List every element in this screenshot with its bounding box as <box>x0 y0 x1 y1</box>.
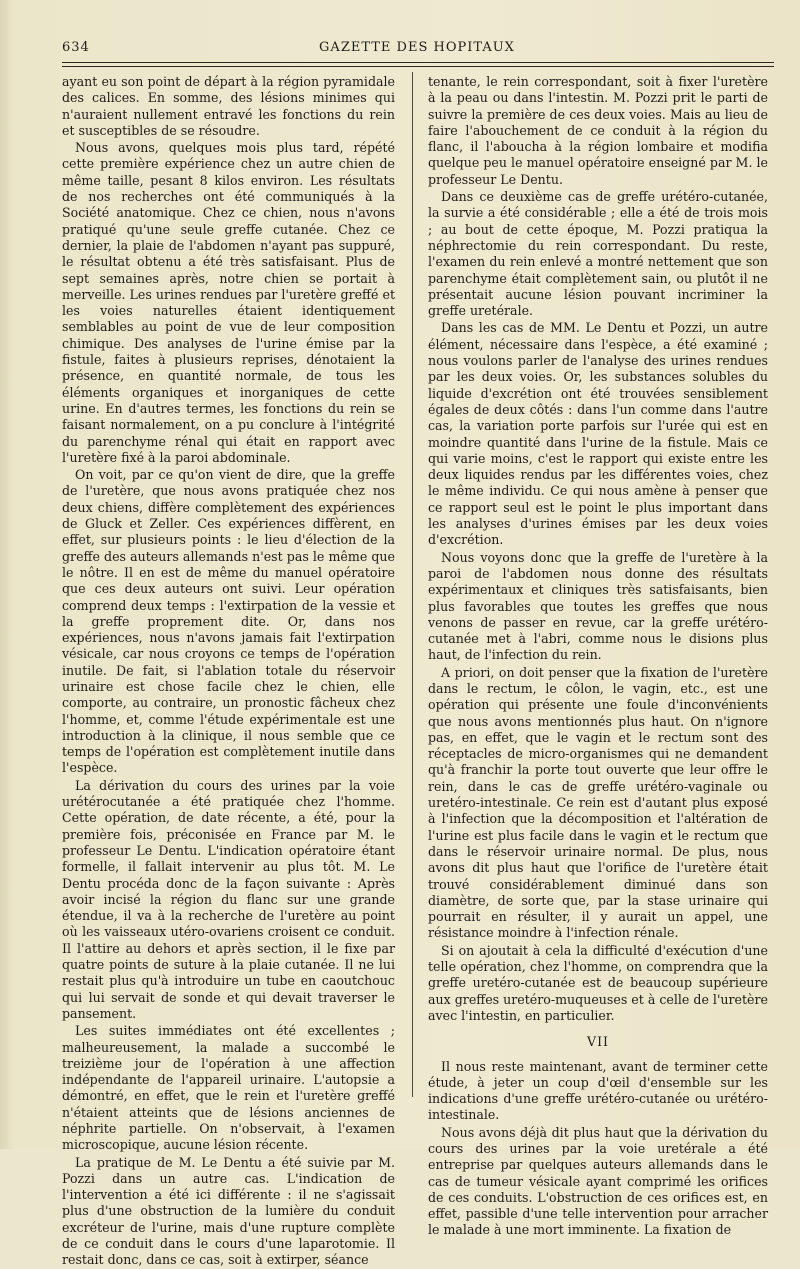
paragraph: Dans les cas de MM. Le Dentu et Pozzi, un autre élément, nécessaire dans l'espèce, a été examiné ; nous voulons parler de l'analyse des urines rendues par les deux voies. Or, les substances solubles du liquide d'excrétion ont été trouvées sensiblement égales de deux côtés : dans l'un comme dans l'autre cas, la variation porte parfois sur l'urée qui est en moindre quantité dans l'urine de la fistule. Mais ce qui varie moins, c'est le rapport qui existe entre les deux liquides rendus par les différentes voies, chez le même individu. Ce qui nous amène à penser que ce rapport seul est le point le plus important dans les analyses d'urines émises par les deux voies d'excrétion. <box>428 320 768 548</box>
paragraph: Nous voyons donc que la greffe de l'uretère à la paroi de l'abdomen nous donne des résultats expérimentaux et cliniques très satisfaisants, bien plus favorables que toutes les greffes que nous venons de passer en revue, car la greffe urétéro-cutanée met à l'abri, comme nous le disions plus haut, de l'infection du rein. <box>428 549 768 663</box>
paragraph: Nous avons, quelques mois plus tard, répété cette première expérience chez un autre chien de même taille, pesant 8 kilos environ. Les résultats de nos recherches ont été communiqués à la Société anatomique. Chez ce chien, nous n'avons pratiqué qu'une seule greffe cutanée. Chez ce dernier, la plaie de l'abdomen n'ayant pas suppuré, le résultat obtenu a été très satisfaisant. Plus de sept semaines après, notre chien se portait à merveille. Les urines rendues par l'uretère greffé et les voies naturelles étaient identiquement semblables au point de vue de leur composition chimique. Des analyses de l'urine émise par la fistule, faites à plusieurs reprises, dénotaient la présence, en quantité normale, de tous les éléments organiques et inorganiques de cette urine. En d'autres termes, les fonctions du rein se faisant normalement, on a pu conclure à l'intégrité du parenchyme rénal qui était en rapport avec l'uretère fixé à la paroi abdominale. <box>62 140 395 465</box>
paragraph: La dérivation du cours des urines par la voie urétérocutanée a été pratiquée chez l'homme. Cette opération, de date récente, a été, pour la première fois, préconisée en France par M. le professeur Le Dentu. L'indication opératoire étant formelle, il fallait intervenir au plus tôt. M. Le Dentu procéda donc de la façon suivante : Après avoir incisé la région du flanc sur une grande étendue, il va à la recherche de l'uretère au point où les vaisseaux utéro-ovariens croisent ce conduit. Il l'attire au dehors et après section, il le fixe par quatre points de suture à la plaie cutanée. Il ne lui restait plus qu'à introduire un tube en caoutchouc qui lui servait de sonde et qui devait traverser le pansement. <box>62 777 395 1021</box>
header-rule-bottom <box>62 66 774 67</box>
publication-title: GAZETTE DES HOPITAUX <box>319 40 515 55</box>
column-divider <box>412 72 413 1097</box>
paragraph: Si on ajoutait à cela la difficulté d'exécution d'une telle opération, chez l'homme, on comprendra que la greffe uretéro-cutanée est de beaucoup supérieure aux greffes uretéro-muqueuses et à celle de l'uretère avec l'intestin, en particulier. <box>428 942 768 1023</box>
paragraph: Dans ce deuxième cas de greffe urétéro-cutanée, la survie a été considérable ; elle a été de trois mois ; au bout de cette époque, M. Pozzi pratiqua la néphrectomie du rein correspondant. Du reste, l'examen du rein enlevé a montré nettement que son parenchyme était complètement sain, ou plutôt il ne présentait aucune lésion pouvant incriminer la greffe uretérale. <box>428 189 768 319</box>
paragraph: Il nous reste maintenant, avant de terminer cette étude, à jeter un coup d'œil d'ensemble sur les indications d'une greffe urétéro-cutanée ou urétéro-intestinale. <box>428 1058 768 1123</box>
header-rule-top <box>62 62 774 63</box>
paragraph: La pratique de M. Le Dentu a été suivie par M. Pozzi dans un autre cas. L'indication de l'intervention a été ici différente : il ne s'agissait plus d'une obstruction de la lumière du conduit excréteur de l'urine, mais d'une rupture complète de ce conduit dans le cours d'une laparotomie. Il restait donc, dans ce cas, soit à extirper, séance <box>62 1154 395 1268</box>
paragraph: On voit, par ce qu'on vient de dire, que la greffe de l'uretère, que nous avons pratiquée chez nos deux chiens, diffère complètement des expériences de Gluck et Zeller. Ces expériences diffèrent, en effet, sur plusieurs points : le lieu d'élection de la greffe des auteurs allemands n'est pas le même que le nôtre. Il en est de même du manuel opératoire que ces deux auteurs ont suivi. Leur opération comprend deux temps : l'extirpation de la vessie et la greffe proprement dite. Or, dans nos expériences, nous n'avons jamais fait l'extirpation vésicale, car nous croyons ce temps de l'opération inutile. De fait, si l'ablation totale du réservoir urinaire est chose facile chez le chien, elle comporte, au contraire, un pronostic fâcheux chez l'homme, et, comme l'étude expérimentale est une introduction à la clinique, il nous semble que ce temps de l'opération est complètement inutile dans l'espèce. <box>62 467 395 776</box>
page-number: 634 <box>62 40 90 55</box>
right-column <box>428 74 768 1239</box>
paragraph: Nous avons déjà dit plus haut que la dérivation du cours des urines par la voie uretérale a été entreprise par quelques auteurs allemands dans le cas de tumeur vésicale ayant comprimé les orifices de ces conduits. L'obstruction de ces orifices est, en effet, passible d'une telle intervention pour arracher le malade à une mort imminente. La fixation de <box>428 1124 768 1238</box>
paragraph: Les suites immédiates ont été excellentes ; malheureusement, la malade a succombé le treizième jour de l'opération à une affection indépendante de l'appareil urinaire. L'autopsie a démontré, en effet, que le rein et l'uretère greffé n'étaient atteints que de lésions anciennes de néphrite partielle. On n'observait, à l'examen microscopique, aucune lésion récente. <box>62 1023 395 1153</box>
paragraph: A priori, on doit penser que la fixation de l'uretère dans le rectum, le côlon, le vagin, etc., est une opération qui présente une foule d'inconvénients que nous avons mentionnés plus haut. On n'ignore pas, en effet, que le vagin et le rectum sont des réceptacles de micro-organismes qui ne demandent qu'à franchir la porte tout ouverte que leur offre le rein, dans le cas de greffe urétéro-vaginale ou uretéro-intestinale. Ce rein est d'autant plus exposé à l'infection que la décomposition et l'altération de l'urine est plus facile dans le vagin et le rectum que dans le réservoir urinaire normal. De plus, nous avons dit plus haut que l'orifice de l'uretère était trouvé considérablement diminué dans son diamètre, de sorte que, par la stase urinaire qui pourrait en résulter, il y aurait un appel, une résistance moindre à l'infection rénale. <box>428 664 768 941</box>
page-header <box>62 40 772 60</box>
paragraph: ayant eu son point de départ à la région pyramidale des calices. En somme, des lésions minimes qui n'auraient nullement entravé les fonctions du rein et susceptibles de se résoudre. <box>62 74 395 138</box>
paragraph: tenante, le rein correspondant, soit à fixer l'uretère à la peau ou dans l'intestin. M. Pozzi prit le parti de suivre la première de ces deux voies. Mais au lieu de faire l'abouchement de ce conduit à la région du flanc, il l'aboucha à la région lombaire et modifia quelque peu le manuel opératoire enseigné par M. le professeur Le Dentu. <box>428 74 768 187</box>
section-heading: VII <box>586 1034 610 1050</box>
left-column <box>62 74 395 1269</box>
